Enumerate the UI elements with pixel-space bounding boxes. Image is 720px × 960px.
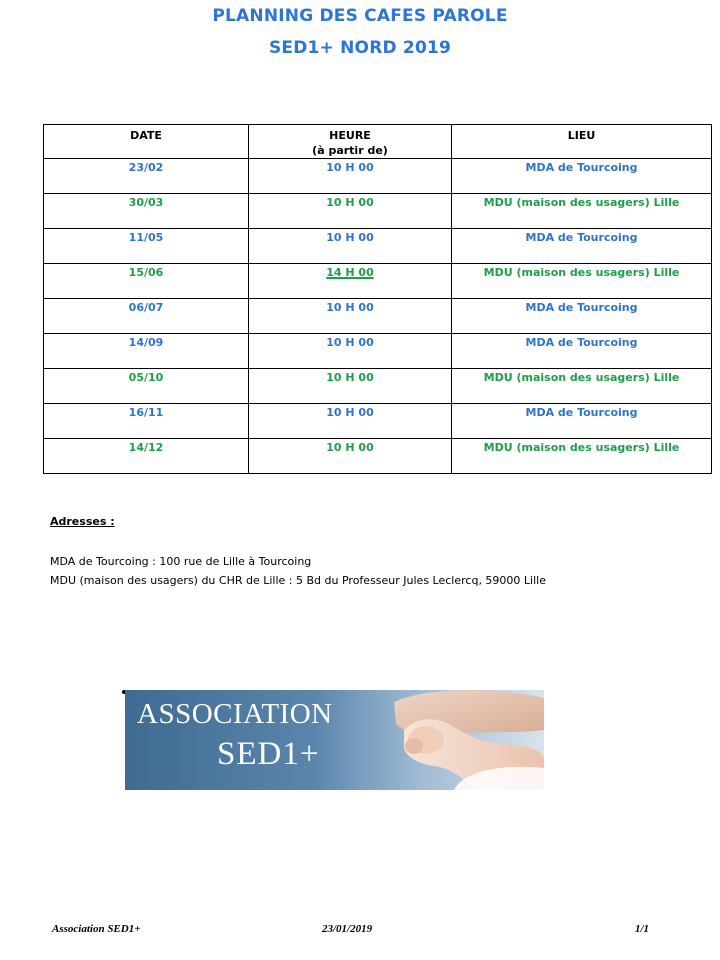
lieu-cell: MDU (maison des usagers) Lille xyxy=(452,369,712,404)
table-row xyxy=(44,264,712,299)
page-title: PLANNING DES CAFES PAROLE xyxy=(212,6,508,26)
date-cell: 15/06 xyxy=(44,264,249,299)
association-banner xyxy=(125,690,544,790)
date-cell: 16/11 xyxy=(44,404,249,439)
lieu-cell: MDU (maison des usagers) Lille xyxy=(452,264,712,299)
heure-cell: 10 H 00 xyxy=(249,299,452,334)
date-cell: 23/02 xyxy=(44,159,249,194)
column-header-lieu: LIEU xyxy=(452,125,712,159)
footer-organization: Association SED1+ xyxy=(52,923,141,935)
heure-cell: 10 H 00 xyxy=(249,334,452,369)
table-row xyxy=(44,229,712,264)
banner-line-sed1: SED1+ xyxy=(217,736,320,772)
heure-cell: 10 H 00 xyxy=(249,369,452,404)
planning-table xyxy=(43,124,712,474)
lieu-cell: MDU (maison des usagers) Lille xyxy=(452,439,712,474)
column-header-date: DATE xyxy=(44,125,249,159)
date-cell: 06/07 xyxy=(44,299,249,334)
table-row xyxy=(44,369,712,404)
column-header-heure xyxy=(249,125,452,159)
hands-photo-illustration xyxy=(354,690,544,790)
heure-cell: 10 H 00 xyxy=(249,404,452,439)
lieu-cell: MDA de Tourcoing xyxy=(452,299,712,334)
banner-line-association: ASSOCIATION xyxy=(137,698,333,730)
date-cell: 30/03 xyxy=(44,194,249,229)
lieu-cell: MDA de Tourcoing xyxy=(452,334,712,369)
table-row xyxy=(44,439,712,474)
date-cell: 14/12 xyxy=(44,439,249,474)
table-row xyxy=(44,404,712,439)
date-cell: 14/09 xyxy=(44,334,249,369)
address-mdu: MDU (maison des usagers) du CHR de Lille : 5 Bd du Professeur Jules Leclercq, 59000 Lille xyxy=(50,574,546,587)
date-cell: 11/05 xyxy=(44,229,249,264)
column-header-heure-note: (à partir de) xyxy=(312,144,388,157)
address-mda: MDA de Tourcoing : 100 rue de Lille à Tourcoing xyxy=(50,555,312,568)
column-header-heure-label: HEURE xyxy=(329,129,371,142)
footer-page-number: 1/1 xyxy=(635,923,650,935)
heure-cell: 10 H 00 xyxy=(249,194,452,229)
footer-date: 23/01/2019 xyxy=(322,923,373,935)
page-subtitle: SED1+ NORD 2019 xyxy=(268,38,452,58)
date-cell: 05/10 xyxy=(44,369,249,404)
heure-cell: 10 H 00 xyxy=(249,439,452,474)
lieu-cell: MDU (maison des usagers) Lille xyxy=(452,194,712,229)
addresses-heading: Adresses : xyxy=(50,515,115,528)
table-row xyxy=(44,299,712,334)
lieu-cell: MDA de Tourcoing xyxy=(452,159,712,194)
table-row xyxy=(44,194,712,229)
heure-cell: 10 H 00 xyxy=(249,229,452,264)
heure-cell: 10 H 00 xyxy=(249,159,452,194)
table-header-row xyxy=(44,125,712,159)
table-row xyxy=(44,159,712,194)
lieu-cell: MDA de Tourcoing xyxy=(452,404,712,439)
lieu-cell: MDA de Tourcoing xyxy=(452,229,712,264)
table-row xyxy=(44,334,712,369)
heure-cell-highlighted: 14 H 00 xyxy=(249,264,452,299)
